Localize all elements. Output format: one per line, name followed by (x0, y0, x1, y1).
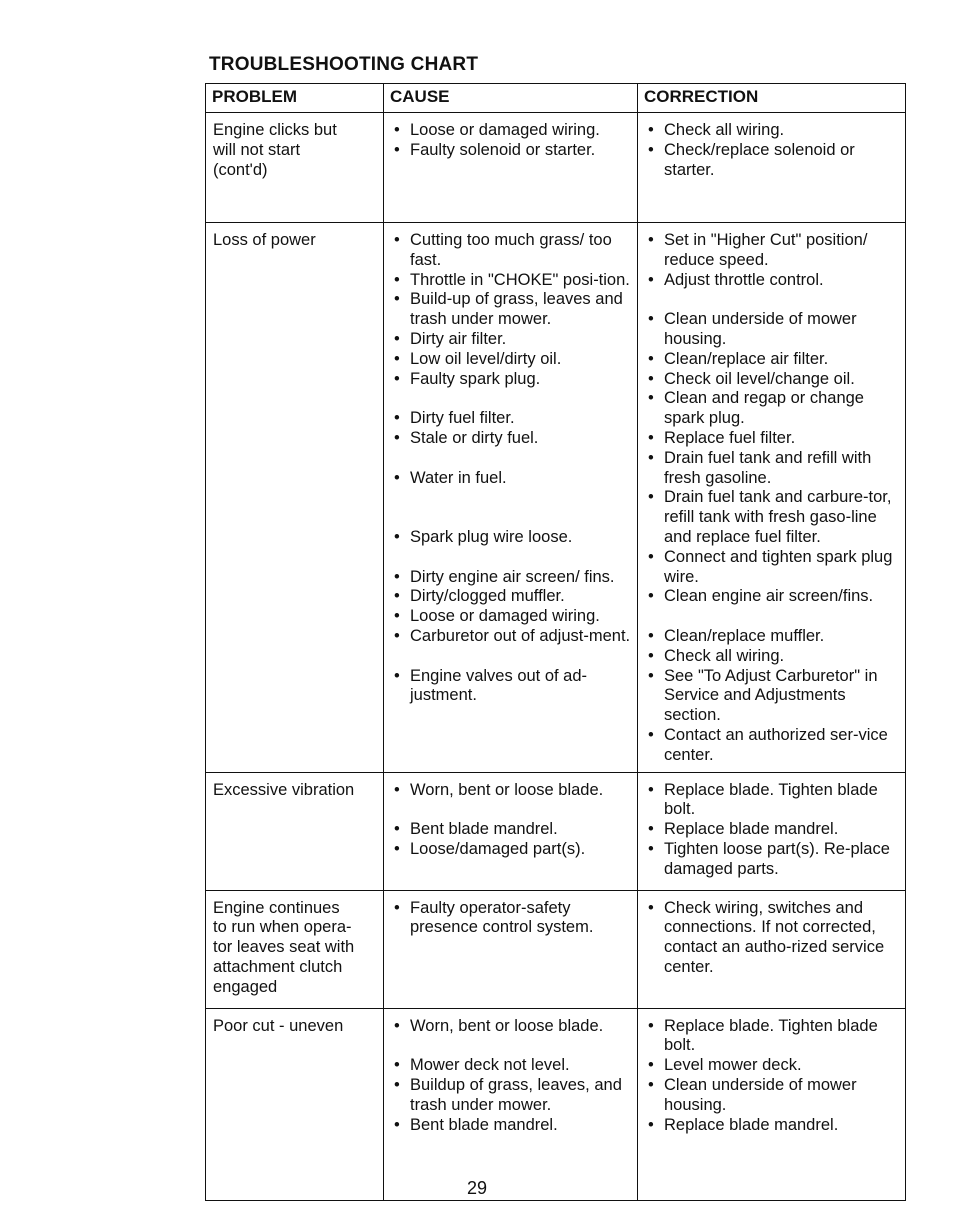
problem-cell (206, 890, 384, 1008)
cause-list (390, 231, 633, 706)
cause-item: • Dirty fuel filter. (390, 409, 633, 429)
problem-cell (206, 223, 384, 773)
cause-item: • Carburetor out of adjust-ment. (390, 627, 633, 647)
correction-item: • Connect and tighten spark plug wire. (644, 548, 901, 588)
table-row (206, 1008, 906, 1200)
cause-item: • Bent blade mandrel. (390, 820, 633, 840)
table-body (206, 113, 906, 1201)
page-number: 29 (466, 1178, 488, 1198)
table-row (206, 772, 906, 890)
cause-list (390, 899, 633, 939)
cause-list (390, 781, 633, 860)
cause-item: • Faulty operator-safety presence control system. (390, 899, 633, 939)
cause-cell (384, 772, 638, 890)
correction-item: • Clean underside of mower housing. (644, 310, 901, 350)
cause-item: • Mower deck not level. (390, 1056, 633, 1076)
problem-text: Engine continues to run when opera- tor leaves seat with attachment clutch engaged (213, 898, 355, 996)
problem-cell (206, 113, 384, 223)
correction-item: • Replace blade mandrel. (644, 820, 901, 840)
cause-item: • Low oil level/dirty oil. (390, 350, 633, 370)
cause-list (390, 1017, 633, 1136)
cause-item: • Engine valves out of ad-justment. (390, 667, 633, 707)
problem-text: Excessive vibration (213, 780, 355, 799)
problem-text: Loss of power (213, 231, 316, 249)
cause-item: • Stale or dirty fuel. (390, 429, 633, 449)
correction-item: • Clean engine air screen/fins. (644, 587, 901, 607)
correction-item: • Replace fuel filter. (644, 429, 901, 449)
header-problem: PROBLEM (206, 84, 384, 113)
correction-item: • See "To Adjust Carburetor" in Service and Adjustments section. (644, 667, 901, 726)
correction-item: • Replace blade. Tighten blade bolt. (644, 781, 901, 821)
cause-item: • Loose or damaged wiring. (390, 121, 633, 141)
cause-item: • Dirty/clogged muffler. (390, 587, 633, 607)
correction-item: • Replace blade. Tighten blade bolt. (644, 1017, 901, 1057)
cause-item: • Faulty solenoid or starter. (390, 141, 633, 161)
correction-item: • Check oil level/change oil. (644, 370, 901, 390)
correction-item: • Adjust throttle control. (644, 271, 901, 291)
cause-item: • Dirty air filter. (390, 330, 633, 350)
cause-item: • Loose/damaged part(s). (390, 840, 633, 860)
correction-cell (638, 772, 906, 890)
cause-item: • Worn, bent or loose blade. (390, 781, 633, 801)
cause-cell (384, 113, 638, 223)
table-row (206, 113, 906, 223)
cause-cell (384, 223, 638, 773)
cause-item: • Bent blade mandrel. (390, 1116, 633, 1136)
correction-item: • Level mower deck. (644, 1056, 901, 1076)
correction-item: • Clean and regap or change spark plug. (644, 389, 901, 429)
correction-item: • Check/replace solenoid or starter. (644, 141, 901, 181)
correction-item: • Tighten loose part(s). Re-place damaged parts. (644, 840, 901, 880)
cause-item: • Build-up of grass, leaves and trash under mower. (390, 290, 633, 330)
problem-cell (206, 772, 384, 890)
table-row (206, 890, 906, 1008)
correction-item: • Clean/replace muffler. (644, 627, 901, 647)
header-cause: CAUSE (384, 84, 638, 113)
correction-item: • Clean underside of mower housing. (644, 1076, 901, 1116)
cause-item: • Worn, bent or loose blade. (390, 1017, 633, 1037)
correction-cell (638, 1008, 906, 1200)
cause-item: • Dirty engine air screen/ fins. (390, 568, 633, 588)
correction-item: • Drain fuel tank and refill with fresh gasoline. (644, 449, 901, 489)
chart-title: TROUBLESHOOTING CHART (209, 54, 479, 75)
correction-item: • Check all wiring. (644, 647, 901, 667)
correction-item: • Set in "Higher Cut" position/ reduce speed. (644, 231, 901, 271)
correction-item: • Drain fuel tank and carbure-tor, refill tank with fresh gaso-line and replace fuel filter. (644, 488, 901, 547)
cause-item: • Throttle in "CHOKE" posi-tion. (390, 271, 633, 291)
problem-text: Poor cut - uneven (213, 1016, 344, 1035)
correction-item: • Replace blade mandrel. (644, 1116, 901, 1136)
troubleshooting-table (205, 83, 906, 1201)
correction-list (644, 1017, 901, 1136)
header-correction: CORRECTION (638, 84, 906, 113)
problem-cell (206, 1008, 384, 1200)
table-row (206, 223, 906, 773)
table-header-row (206, 84, 906, 113)
cause-item: • Faulty spark plug. (390, 370, 633, 390)
correction-cell (638, 113, 906, 223)
cause-item: • Water in fuel. (390, 469, 633, 489)
cause-list (390, 121, 633, 161)
correction-list (644, 121, 901, 180)
correction-item: • Check all wiring. (644, 121, 901, 141)
correction-list (644, 231, 901, 766)
problem-text: Engine clicks but will not start (cont'd) (213, 121, 337, 179)
cause-item: • Spark plug wire loose. (390, 528, 633, 548)
correction-cell (638, 890, 906, 1008)
cause-cell (384, 1008, 638, 1200)
correction-list (644, 899, 901, 978)
correction-item: • Clean/replace air filter. (644, 350, 901, 370)
correction-cell (638, 223, 906, 773)
correction-list (644, 781, 901, 880)
cause-item: • Cutting too much grass/ too fast. (390, 231, 633, 271)
cause-cell (384, 890, 638, 1008)
cause-item: • Buildup of grass, leaves, and trash under mower. (390, 1076, 633, 1116)
cause-item: • Loose or damaged wiring. (390, 607, 633, 627)
correction-item: • Contact an authorized ser-vice center. (644, 726, 901, 766)
correction-item: • Check wiring, switches and connections. If not corrected, contact an autho-rized service center. (644, 899, 901, 978)
